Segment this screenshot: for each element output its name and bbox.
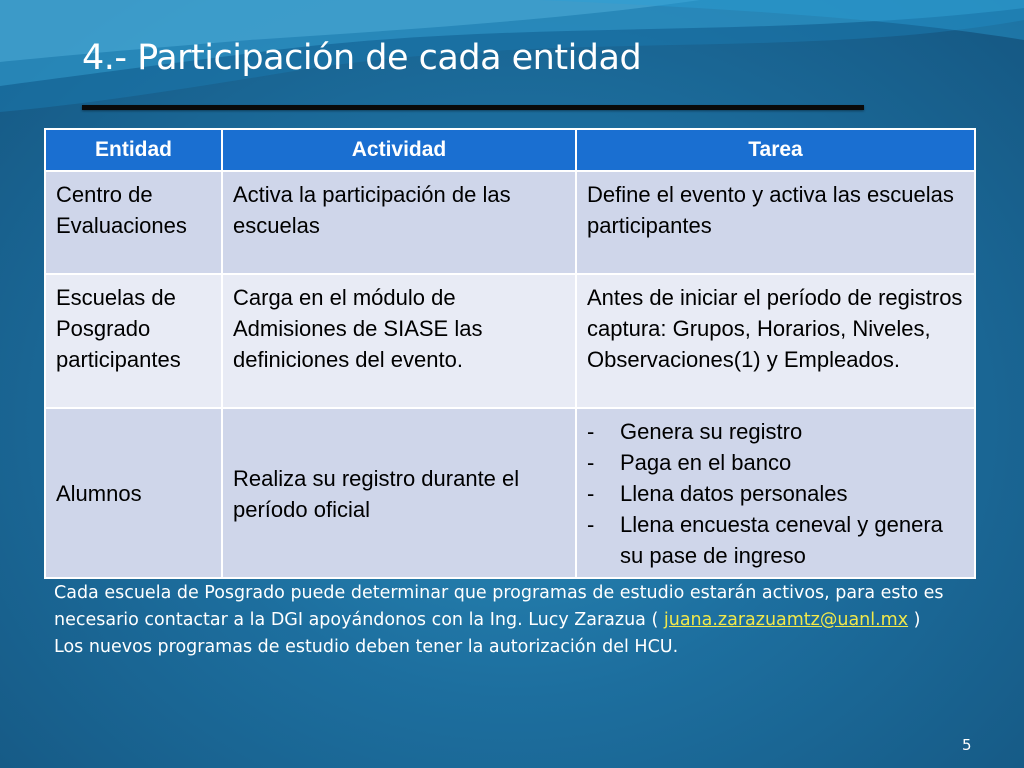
cell-entidad: Centro de Evaluaciones bbox=[45, 171, 222, 274]
cell-actividad: Activa la participación de las escuelas bbox=[222, 171, 576, 274]
table-row bbox=[45, 171, 975, 274]
cell-entidad: Escuelas de Posgrado participantes bbox=[45, 274, 222, 408]
slide-title: 4.- Participación de cada entidad bbox=[82, 38, 642, 78]
list-item bbox=[587, 416, 966, 447]
footer-note bbox=[54, 580, 974, 661]
table-header-row bbox=[45, 129, 975, 171]
table-row bbox=[45, 408, 975, 578]
cell-tarea bbox=[576, 408, 975, 578]
cell-entidad: Alumnos bbox=[45, 408, 222, 578]
dash-bullet: - bbox=[587, 450, 595, 475]
cell-actividad: Realiza su registro durante el período oficial bbox=[222, 408, 576, 578]
participation-table bbox=[44, 128, 976, 579]
email-link[interactable]: juana.zarazuamtz@uanl.mx bbox=[663, 610, 909, 630]
dash-bullet: - bbox=[587, 419, 595, 444]
footer-paragraph bbox=[54, 580, 974, 634]
list-item bbox=[587, 478, 966, 509]
footer-line1: Cada escuela de Posgrado puede determinar que programas de estudio estarán activos, para esto es necesario contactar a la DGI apoyándonos con la Ing. Lucy Zarazua ( bbox=[54, 583, 944, 630]
cell-tarea: Define el evento y activa las escuelas participantes bbox=[576, 171, 975, 274]
task-list bbox=[587, 416, 966, 571]
footer-line2: Los nuevos programas de estudio deben tener la autorización del HCU. bbox=[54, 637, 679, 657]
list-item bbox=[587, 447, 966, 478]
task-text: Llena datos personales bbox=[620, 481, 848, 506]
task-text: Paga en el banco bbox=[620, 450, 792, 475]
header-tarea: Tarea bbox=[576, 129, 975, 171]
task-text: Genera su registro bbox=[620, 419, 803, 444]
header-entidad: Entidad bbox=[45, 129, 222, 171]
dash-bullet: - bbox=[587, 481, 595, 506]
title-underline bbox=[82, 105, 864, 110]
page-number: 5 bbox=[962, 736, 972, 754]
footer-line1-end: ) bbox=[908, 610, 921, 630]
table-row bbox=[45, 274, 975, 408]
cell-actividad: Carga en el módulo de Admisiones de SIASE las definiciones del evento. bbox=[222, 274, 576, 408]
list-item bbox=[587, 509, 966, 571]
dash-bullet: - bbox=[587, 512, 595, 537]
task-text: Llena encuesta ceneval y genera su pase de ingreso bbox=[620, 512, 943, 568]
cell-tarea: Antes de iniciar el período de registros captura: Grupos, Horarios, Niveles, Observaciones(1) y Empleados. bbox=[576, 274, 975, 408]
header-actividad: Actividad bbox=[222, 129, 576, 171]
